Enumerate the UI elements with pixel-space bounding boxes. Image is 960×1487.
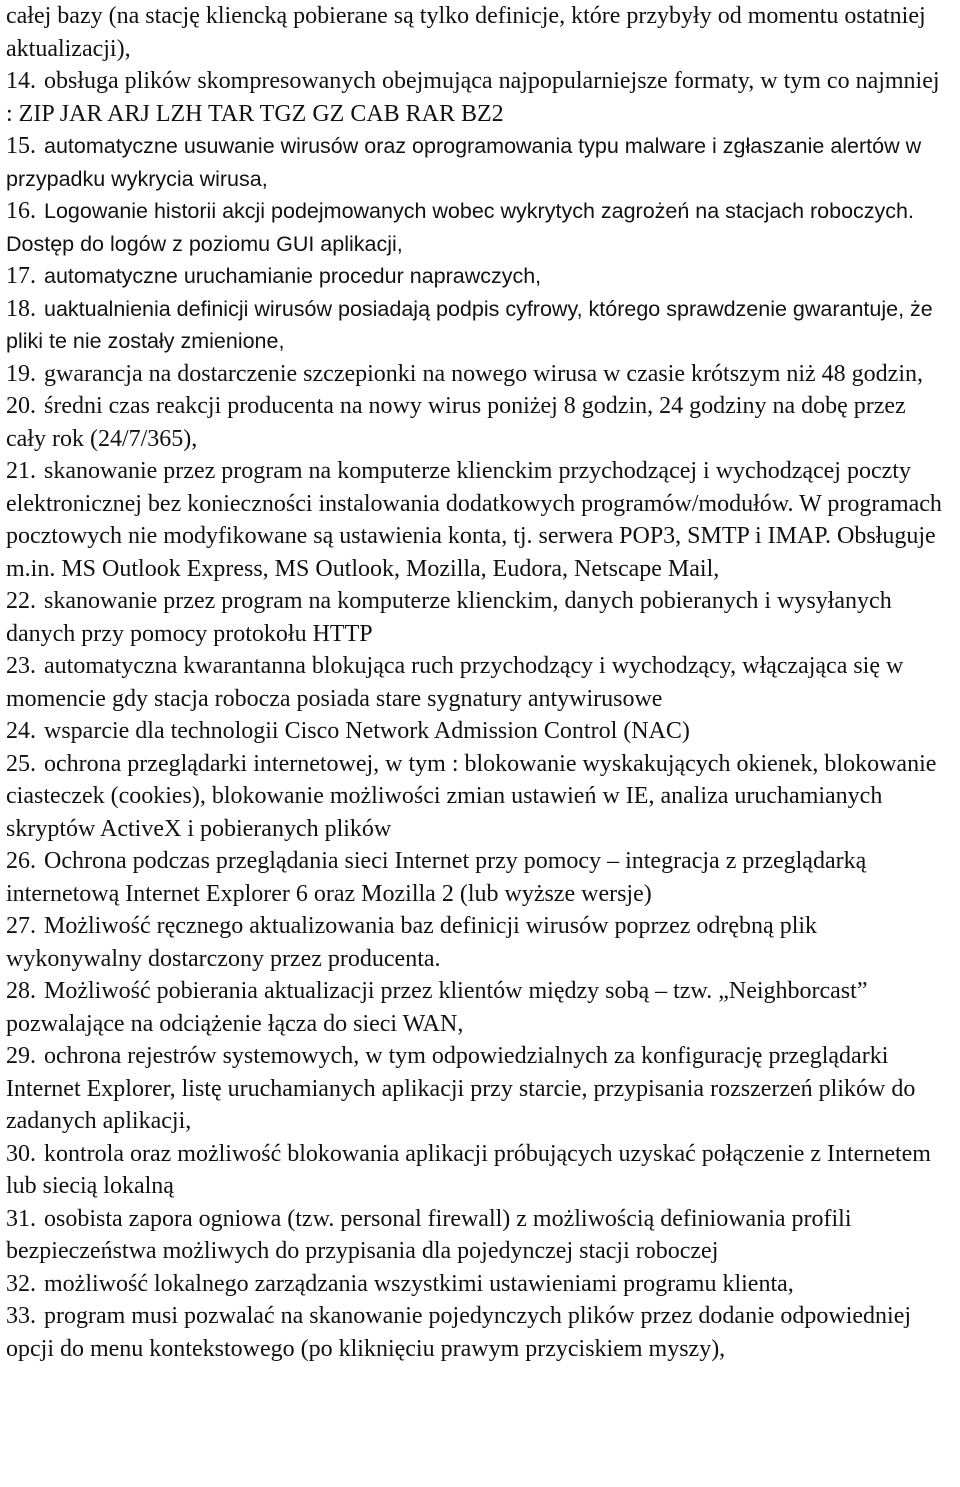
item-text: skanowanie przez program na komputerze klienckim przychodzącej i wychodzącej poczty elektronicznej bez konieczności instalowania dodatkowych programów/modułów. W programach pocztowych nie modyfikowane są ustawienia konta, tj. serwera POP3, SMTP i IMAP. Obsługuje m.in. MS Outlook Express, MS Outlook, Mozilla, Eudora, Netscape Mail, <box>6 458 942 582</box>
item-number: 23. <box>6 653 36 679</box>
list-item <box>6 130 950 195</box>
item-text: osobista zapora ogniowa (tzw. personal firewall) z możliwością definiowania profili bezpieczeństwa możliwych do przypisania dla pojedynczej stacji roboczej <box>6 1205 852 1264</box>
list-item <box>6 1138 950 1203</box>
item-text: Możliwość ręcznego aktualizowania baz definicji wirusów poprzez odrębną plik wykonywalny dostarczony przez producenta. <box>6 913 818 972</box>
list-item <box>6 65 950 130</box>
list-item <box>6 585 950 650</box>
item-text: Możliwość pobierania aktualizacji przez klientów między sobą – tzw. „Neighborcast” pozwalające na odciążenie łącza do sieci WAN, <box>6 978 868 1037</box>
item-text: Logowanie historii akcji podejmowanych wobec wykrytych zagrożeń na stacjach roboczych. Dostęp do logów z poziomu GUI aplikacji, <box>6 199 914 256</box>
item-number: 14. <box>6 68 36 94</box>
item-number: 16. <box>6 198 36 224</box>
list-item <box>6 715 950 748</box>
list-item <box>6 650 950 715</box>
list-item <box>6 1203 950 1268</box>
item-text: możliwość lokalnego zarządzania wszystkimi ustawieniami programu klienta, <box>44 1270 794 1297</box>
item-number: 21. <box>6 458 36 484</box>
item-text: uaktualnienia definicji wirusów posiadają podpis cyfrowy, którego sprawdzenie gwarantuje, że pliki te nie zostały zmienione, <box>6 296 933 353</box>
list-item <box>6 975 950 1040</box>
item-number: 31. <box>6 1205 36 1232</box>
item-number: 24. <box>6 718 36 744</box>
item-number: 18. <box>6 295 36 322</box>
item-number: 26. <box>6 848 36 874</box>
item-number: 27. <box>6 913 36 939</box>
item-number: 32. <box>6 1270 36 1297</box>
continuation-text: całej bazy (na stację kliencką pobierane są tylko definicje, które przybyły od momentu ostatniej aktualizacji), <box>6 3 926 62</box>
list-item <box>6 845 950 910</box>
item-text: skanowanie przez program na komputerze klienckim, danych pobieranych i wysyłanych danych przy pomocy protokołu HTTP <box>6 588 892 647</box>
item-text: kontrola oraz możliwość blokowania aplikacji próbujących uzyskać połączenie z Internetem lub siecią lokalną <box>6 1140 931 1199</box>
list-item <box>6 293 950 358</box>
item-number: 15. <box>6 133 36 159</box>
item-number: 17. <box>6 263 36 289</box>
list-item <box>6 910 950 975</box>
item-text: ochrona przeglądarki internetowej, w tym : blokowanie wyskakujących okienek, blokowanie ciasteczek (cookies), blokowanie możliwości zmian ustawień w IE, analiza uruchamianych skryptów ActiveX i pobieranych plików <box>6 750 937 842</box>
item-text: automatyczna kwarantanna blokująca ruch przychodzący i wychodzący, włączająca się w momencie gdy stacja robocza posiada stare sygnatury antywirusowe <box>6 653 904 712</box>
item-number: 19. <box>6 360 36 387</box>
item-text: program musi pozwalać na skanowanie pojedynczych plików przez dodanie odpowiedniej opcji do menu kontekstowego (po kliknięciu prawym przyciskiem myszy), <box>6 1303 912 1362</box>
item-number: 22. <box>6 588 36 614</box>
item-text: Ochrona podczas przeglądania sieci Internet przy pomocy – integracja z przeglądarką internetową Internet Explorer 6 oraz Mozilla 2 (lub wyższe wersje) <box>6 848 867 907</box>
item-text: średni czas reakcji producenta na nowy wirus poniżej 8 godzin, 24 godziny na dobę przez cały rok (24/7/365), <box>6 393 906 452</box>
item-number: 20. <box>6 393 36 419</box>
item-text: wsparcie dla technologii Cisco Network Admission Control (NAC) <box>44 718 690 744</box>
item-text: gwarancja na dostarczenie szczepionki na nowego wirusa w czasie krótszym niż 48 godzin, <box>44 360 923 387</box>
item-number: 25. <box>6 750 36 777</box>
list-item <box>6 260 950 293</box>
requirements-list <box>6 65 950 1365</box>
item-number: 30. <box>6 1140 36 1167</box>
list-item <box>6 390 950 455</box>
list-item <box>6 748 950 846</box>
item-number: 28. <box>6 978 36 1004</box>
list-item <box>6 1268 950 1301</box>
list-item <box>6 1040 950 1138</box>
list-item <box>6 358 950 391</box>
item-number: 29. <box>6 1043 36 1069</box>
item-text: ochrona rejestrów systemowych, w tym odpowiedzialnych za konfigurację przeglądarki Internet Explorer, listę uruchamianych aplikacji przy starcie, przypisania rozszerzeń plików do zadanych aplikacji, <box>6 1043 916 1134</box>
list-item <box>6 455 950 585</box>
item-text: obsługa plików skompresowanych obejmująca najpopularniejsze formaty, w tym co najmniej : ZIP JAR ARJ LZH TAR TGZ GZ CAB RAR BZ2 <box>6 68 940 127</box>
item-text: automatyczne uruchamianie procedur naprawczych, <box>44 264 542 288</box>
item-number: 33. <box>6 1303 36 1329</box>
list-item <box>6 195 950 260</box>
list-item <box>6 1300 950 1365</box>
item-text: automatyczne usuwanie wirusów oraz oprogramowania typu malware i zgłaszanie alertów w przypadku wykrycia wirusa, <box>6 134 922 191</box>
